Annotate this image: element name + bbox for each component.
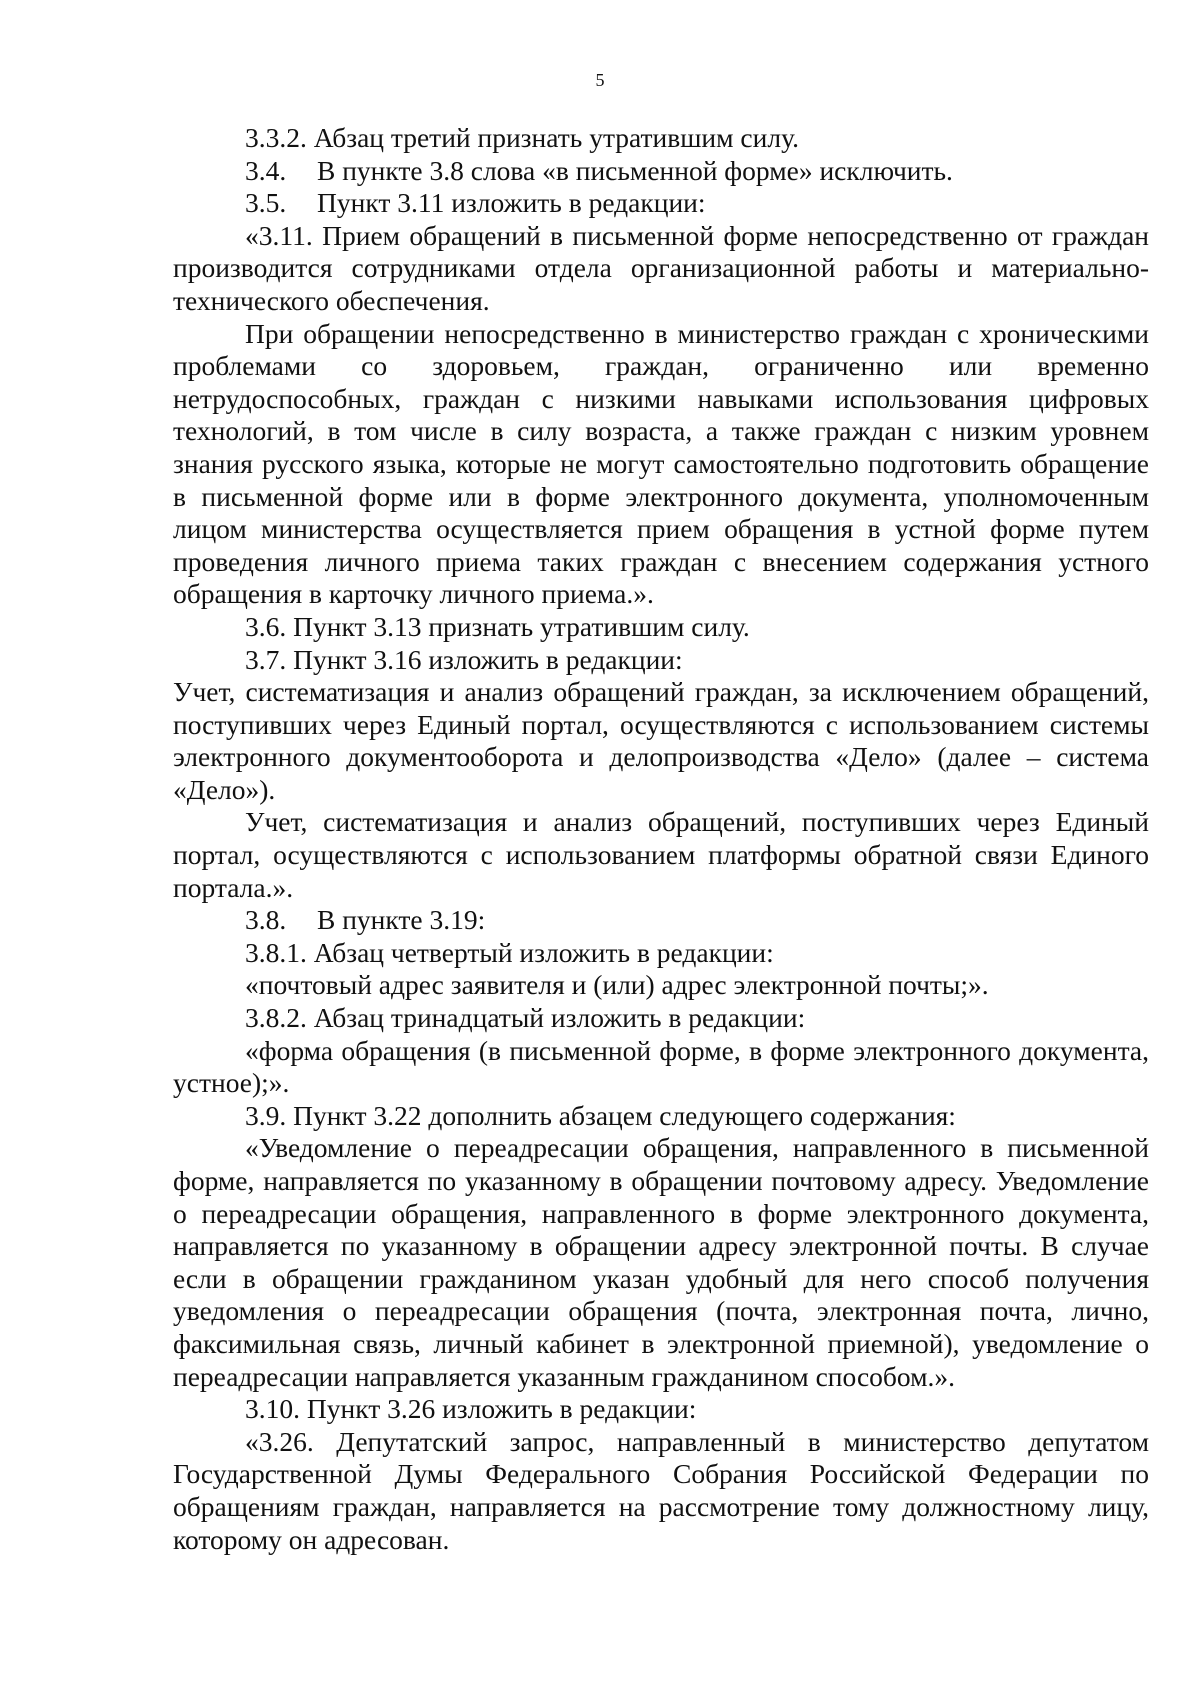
paragraph-text: 3.7. Пункт 3.16 изложить в редакции:	[245, 643, 683, 675]
paragraph	[173, 187, 1149, 220]
paragraph-number: 3.8.	[245, 904, 287, 936]
paragraph-text: В пункте 3.8 слова «в письменной форме» исключить.	[317, 154, 953, 186]
document-body	[173, 122, 1149, 1556]
paragraph	[173, 1002, 1149, 1035]
paragraph-text: «Уведомление о переадресации обращения, направленного в письменной форме, направляется по указанному в обращении почтовому адресу. Уведомление о переадресации обращения, направленного в форме электронного документа, направляется по указанному в обращении адресу электронной почты. В случае если в обращении гражданином указан удобный для него способ получения уведомления о переадресации обращения (почта, электронная почта, лично, факсимильная связь, личный кабинет в электронной приемной), уведомление о переадресации направляется указанным гражданином способом.».	[173, 1132, 1149, 1392]
paragraph	[173, 806, 1149, 904]
paragraph	[173, 318, 1149, 611]
paragraph	[173, 937, 1149, 970]
paragraph-number: 3.5.	[245, 187, 287, 219]
paragraph	[173, 220, 1149, 318]
paragraph	[173, 155, 1149, 188]
paragraph	[173, 1035, 1149, 1100]
paragraph	[173, 1132, 1149, 1393]
paragraph	[173, 122, 1149, 155]
page-number: 5	[595, 70, 605, 90]
paragraph-text: В пункте 3.19:	[317, 904, 486, 936]
paragraph-text: «3.11. Прием обращений в письменной форме непосредственно от граждан производится сотрудниками отдела организационной работы и материально-технического обеспечения.	[173, 219, 1149, 316]
paragraph-text: 3.9. Пункт 3.22 дополнить абзацем следующего содержания:	[245, 1099, 956, 1131]
paragraph-text: 3.6. Пункт 3.13 признать утратившим силу.	[245, 610, 750, 642]
paragraph-text: 3.3.2. Абзац третий признать утратившим силу.	[245, 122, 799, 153]
paragraph-text: «форма обращения (в письменной форме, в форме электронного документа, устное);».	[173, 1034, 1149, 1099]
paragraph	[173, 676, 1149, 806]
paragraph	[173, 1426, 1149, 1556]
paragraph	[173, 644, 1149, 677]
paragraph	[173, 1393, 1149, 1426]
paragraph-text: При обращении непосредственно в министерство граждан с хроническими проблемами со здоровьем, граждан, ограниченно или временно нетрудоспособных, граждан с низкими навыками использования цифровых технологий, в том числе в силу возраста, а также граждан с низким уровнем знания русского языка, которые не могут самостоятельно подготовить обращение в письменной форме или в форме электронного документа, уполномоченным лицом министерства осуществляется прием обращения в устной форме путем проведения личного приема таких граждан с внесением содержания устного обращения в карточку личного приема.».	[173, 317, 1149, 610]
paragraph-text: 3.8.2. Абзац тринадцатый изложить в редакции:	[245, 1002, 806, 1034]
paragraph	[173, 1100, 1149, 1133]
paragraph-text: «3.26. Депутатский запрос, направленный в министерство депутатом Государственной Думы Федерального Собрания Российской Федерации по обращениям граждан, направляется на рассмотрение тому должностному лицу, которому он адресован.	[173, 1425, 1149, 1555]
paragraph-number: 3.4.	[245, 154, 287, 186]
paragraph-text: Учет, систематизация и анализ обращений граждан, за исключением обращений, поступивших через Единый портал, осуществляются с использованием системы электронного документооборота и делопроизводства «Дело» (далее – система «Дело»).	[173, 676, 1149, 805]
paragraph-text: «почтовый адрес заявителя и (или) адрес электронной почты;».	[245, 969, 989, 1001]
paragraph	[173, 611, 1149, 644]
paragraph	[173, 904, 1149, 937]
paragraph-text: 3.8.1. Абзац четвертый изложить в редакции:	[245, 936, 774, 968]
paragraph-text: 3.10. Пункт 3.26 изложить в редакции:	[245, 1393, 697, 1425]
paragraph	[173, 969, 1149, 1002]
paragraph-text: Учет, систематизация и анализ обращений, поступивших через Единый портал, осуществляются с использованием платформы обратной связи Единого портала.».	[173, 806, 1149, 903]
paragraph-text: Пункт 3.11 изложить в редакции:	[317, 187, 706, 219]
